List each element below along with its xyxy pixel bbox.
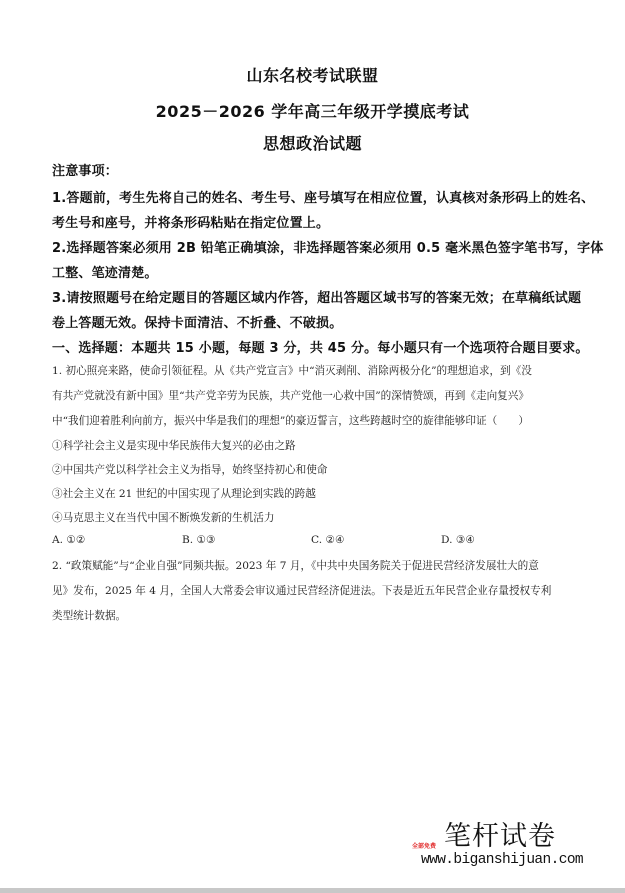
- notice-line: 考生号和座号，并将条形码粘贴在指定位置上。: [52, 216, 330, 231]
- option-a: A. ①②: [52, 534, 86, 546]
- option-c: C. ②④: [311, 534, 345, 546]
- subject-title: 思想政治试题: [262, 134, 362, 153]
- watermark-free-tag: 全部免费: [412, 843, 437, 850]
- notice-line: 卷上答题无效。保持卡面清洁、不折叠、不破损。: [52, 316, 343, 331]
- page-bottom-edge: [0, 888, 625, 893]
- question-stem-line: 类型统计数据。: [52, 610, 127, 622]
- notice-heading: 注意事项：: [52, 164, 119, 179]
- notice-line: 工整、笔迹清楚。: [52, 266, 158, 281]
- question-stem-line: 1. 初心照亮来路，使命引领征程。从《共产党宣言》中“消灭剥削、消除两极分化”的理想追求，到《没: [52, 365, 532, 377]
- section-heading-multiple-choice: 一、选择题：本题共 15 小题，每题 3 分，共 45 分。每小题只有一个选项符合题目要求。: [52, 341, 589, 356]
- notice-line: 3.请按照题号在给定题目的答题区域内作答，超出答题区域书写的答案无效；在草稿纸试题: [52, 291, 582, 306]
- watermark-url: www.biganshijuan.com: [421, 852, 584, 868]
- notice-line: 2.选择题答案必须用 2B 铅笔正确填涂，非选择题答案必须用 0.5 毫米黑色签字笔书写，字体: [52, 241, 604, 256]
- option-d: D. ③④: [441, 534, 475, 546]
- exam-session-title: 2025－2026 学年高三年级开学摸底考试: [155, 102, 470, 121]
- statement-4: ④马克思主义在当代中国不断焕发新的生机活力: [52, 512, 275, 524]
- watermark-brand: 笔杆试卷: [444, 821, 556, 852]
- question-stem-line: 2. “政策赋能”与“企业自强”同频共振。2023 年 7 月，《中共中央国务院关于促进民营经济发展壮大的意: [52, 560, 539, 572]
- exam-union-title: 山东名校考试联盟: [246, 66, 379, 85]
- question-stem-line: 有共产党就没有新中国》里“共产党辛劳为民族，共产党他一心救中国”的深情赞颂，再到《走向复兴》: [52, 390, 529, 402]
- option-b: B. ①③: [182, 534, 216, 546]
- notice-line: 1.答题前，考生先将自己的姓名、考生号、座号填写在相应位置，认真核对条形码上的姓名、: [52, 191, 595, 206]
- statement-2: ②中国共产党以科学社会主义为指导，始终坚持初心和使命: [52, 464, 328, 476]
- watermark-logo: [410, 814, 584, 874]
- question-stem-line: 见》发布，2025 年 4 月，全国人大常委会审议通过民营经济促进法。下表是近五年民营企业存量授权专利: [52, 585, 552, 597]
- statement-3: ③社会主义在 21 世纪的中国实现了从理论到实践的跨越: [52, 488, 316, 500]
- statement-1: ①科学社会主义是实现中华民族伟大复兴的必由之路: [52, 440, 296, 452]
- question-stem-line: 中“我们迎着胜利向前方，振兴中华是我们的理想”的豪迈誓言，这些跨越时空的旋律能够印证（ ）: [52, 415, 529, 427]
